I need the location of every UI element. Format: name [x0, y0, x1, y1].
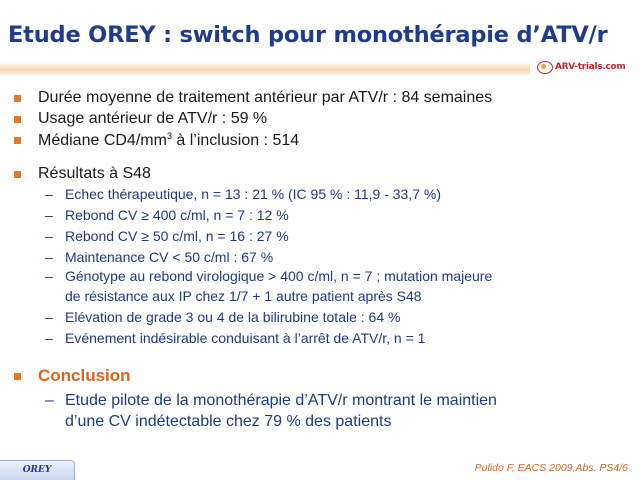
dash: – [45, 392, 54, 409]
arv-trials-logo-text: ARV-trials.com [555, 62, 626, 72]
title-underline [0, 62, 530, 76]
dash: – [45, 249, 53, 265]
arv-trials-logo-icon [537, 61, 553, 74]
result-item-failure: Echec thérapeutique, n = 13 : 21 % (IC 95 % : 11,9 - 33,7 %) [65, 186, 442, 202]
result-item-genotype-cont: de résistance aux IP chez 1/7 + 1 autre patient après S48 [65, 288, 422, 304]
arv-trials-logo [537, 57, 633, 77]
result-item-genotype: Génotype au rebond virologique > 400 c/ml, n = 7 ; mutation majeure [65, 268, 493, 284]
conclusion-line-2: d’une CV indétectable chez 79 % des patients [65, 413, 392, 430]
study-tag: OREY [0, 460, 75, 480]
result-item-rebound-50: Rebond CV ≥ 50 c/ml, n = 16 : 27 % [65, 228, 289, 244]
conclusion-line-1: Etude pilote de la monothérapie d’ATV/r montrant le maintien [65, 392, 497, 409]
result-item-maintenance: Maintenance CV < 50 c/ml : 67 % [65, 249, 274, 265]
bullet-prior-use: Usage antérieur de ATV/r : 59 % [38, 110, 268, 127]
result-item-adverse-event: Evénement indésirable conduisant à l’arrêt de ATV/r, n = 1 [65, 330, 426, 346]
slide-title: Etude OREY : switch pour monothérapie d’ATV/r [8, 22, 608, 48]
dash: – [45, 309, 53, 325]
dash: – [45, 228, 53, 244]
bullet-cd4: Médiane $CD4/mm^3$ à l’inclusion : 514 [38, 131, 300, 149]
conclusion-heading: Conclusion [38, 366, 131, 385]
dash: – [45, 207, 53, 223]
dash: – [45, 186, 53, 202]
bullet-duration: Durée moyenne de traitement antérieur par ATV/r : 84 semaines [38, 89, 493, 106]
reference-citation: Pulido F, EACS 2009,Abs. PS4/6 [474, 462, 628, 474]
dash: – [45, 330, 53, 346]
dash: – [45, 268, 53, 284]
result-item-bilirubin: Elévation de grade 3 ou 4 de la bilirubine totale : 64 % [65, 309, 401, 325]
result-item-rebound-400: Rebond CV ≥ 400 c/ml, n = 7 : 12 % [65, 207, 289, 223]
results-heading: Résultats à S48 [38, 165, 151, 182]
